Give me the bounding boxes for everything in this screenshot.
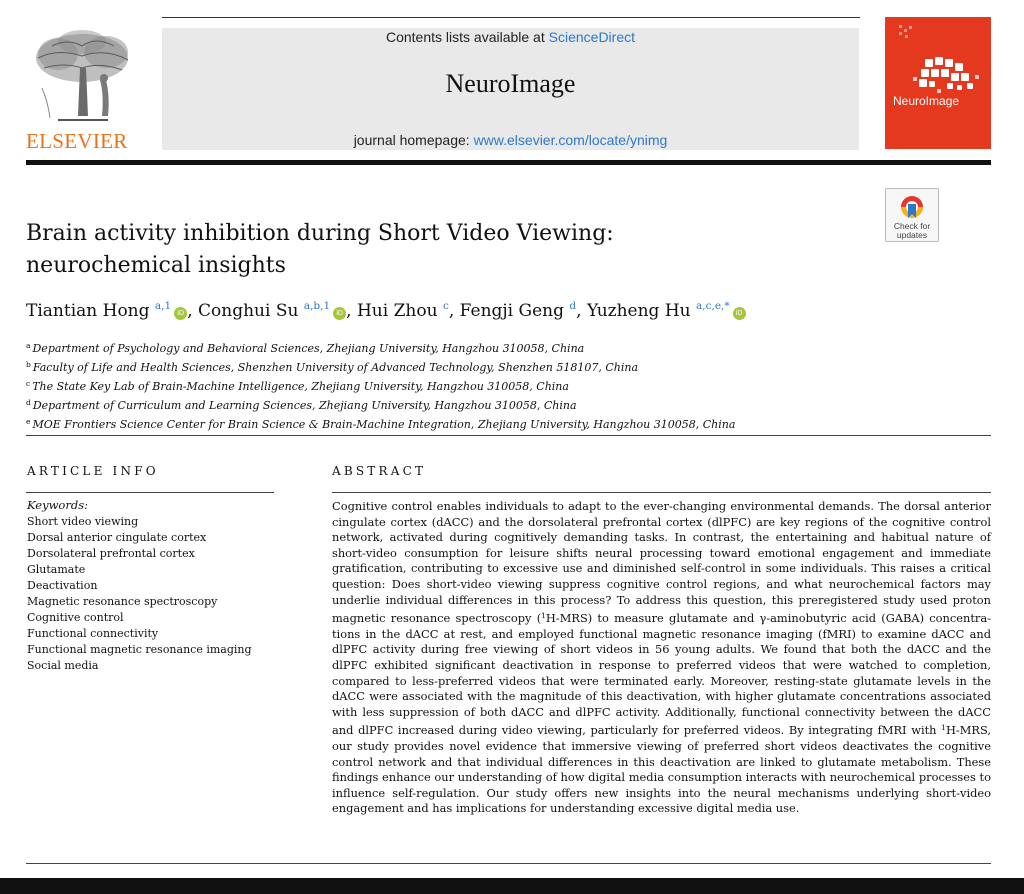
section-divider xyxy=(26,435,991,436)
affiliation-text: MOE Frontiers Science Center for Brain Science & Brain-Machine Integration, Zhejiang University, Hangzhou 310058, China xyxy=(32,418,736,431)
author-name[interactable]: Tiantian Hong xyxy=(26,301,150,321)
footer-rule xyxy=(26,863,991,864)
check-for-updates-label xyxy=(886,222,938,240)
affiliation-text: The State Key Lab of Brain-Machine Intelligence, Zhejiang University, Hangzhou 310058, China xyxy=(32,380,569,393)
affiliation-mark: c xyxy=(26,379,31,388)
author-affiliation-marker[interactable]: a,1 xyxy=(154,300,172,312)
affiliation-mark: e xyxy=(26,417,31,426)
journal-cover-thumbnail[interactable] xyxy=(885,17,991,149)
article-title-line-2: neurochemical insights xyxy=(26,253,286,278)
elsevier-tree-icon xyxy=(28,28,136,126)
sciencedirect-link[interactable]: ScienceDirect xyxy=(548,29,636,45)
journal-homepage-link[interactable]: www.elsevier.com/locate/ynimg xyxy=(473,132,668,148)
check-for-updates-button[interactable] xyxy=(885,188,939,242)
author[interactable] xyxy=(198,301,352,321)
affiliation-text: Department of Curriculum and Learning Sciences, Zhejiang University, Hangzhou 310058, China xyxy=(32,399,577,412)
abstract-rule xyxy=(332,492,991,493)
author-name[interactable]: Fengji Geng xyxy=(459,301,564,321)
check-label-line-1: Check for xyxy=(893,221,931,231)
elsevier-wordmark: ELSEVIER xyxy=(26,129,128,153)
homepage-line xyxy=(162,132,859,148)
author-affiliation-marker[interactable]: c xyxy=(442,300,449,312)
author[interactable] xyxy=(357,301,454,321)
keyword-item: Functional magnetic resonance imaging xyxy=(27,643,252,656)
abstract-part-3: H-MRS, our study provides novel evidence that immersive viewing of preferred short videos deactivates the cognitive control network and that individual differences in this deactivation are linked to glutamate metabolism. These findings enhance our understanding of how digital media consumption interacts with neurochemical processes to influence self-regulation. Our study offers new insights into the neural mechanisms underlying short-video engagement and has implications for understanding excessive digital media use. xyxy=(332,723,991,816)
author-affiliation-marker[interactable]: a,c,e,* xyxy=(696,300,730,312)
contents-prefix: Contents lists available at xyxy=(385,29,545,45)
journal-name: NeuroImage xyxy=(445,69,576,98)
abstract-sup-1: 1 xyxy=(541,611,546,621)
author-separator: , xyxy=(448,301,455,321)
contents-line xyxy=(162,29,859,45)
affiliation-item xyxy=(26,395,926,414)
keyword-item: Functional connectivity xyxy=(27,627,159,640)
keyword-item: Social media xyxy=(27,659,99,672)
author-affiliation-marker[interactable]: d xyxy=(569,300,577,312)
keyword-item: Cognitive control xyxy=(27,611,124,624)
homepage-prefix: journal homepage: xyxy=(353,132,470,148)
author[interactable] xyxy=(26,301,193,321)
abstract-part-2: H-MRS) to measure glutamate and γ-aminobutyric acid (GABA) concentra-tions in the dACC at rest, and employed functional magnetic resonance imaging (fMRI) to examine dACC and dlPFC activity during free viewing of short videos in 56 young adults. We found that both the dACC and the dlPFC exhibited significant deactivation in response to preferred videos that were watched to completion, compared to less-preferred videos that were terminated early. Moreover, resting-state glutamate levels in the dACC were associated with the magnitude of this deactivation, with higher glutamate concentrations associated with less suppression of both dACC and dlPFC activity. Additionally, functional connectivity between the dACC and dlPFC increased during video viewing, particularly for preferred videos. By integrating fMRI with xyxy=(332,611,991,738)
abstract-sup-2: 1 xyxy=(941,723,946,733)
author-separator: , xyxy=(576,301,582,321)
author-separator: , xyxy=(187,301,193,321)
elsevier-logo[interactable] xyxy=(26,28,138,152)
keyword-item: Glutamate xyxy=(27,563,86,576)
header-thick-rule xyxy=(26,160,991,165)
abstract-part-1: Cognitive control enables individuals to adapt to the ever-changing environmental demands. The dorsal anterior cingulate cortex (dACC) and the dorsolateral prefrontal cortex (dlPFC) are key regions of the cognitive control network, activated during cognitively demanding tasks. In contrast, the entertaining and habitual nature of short-video consumption for leisure shifts neural processing toward emotional engagement and immediate gratification, contributing to excessive use and diminished self-control in some individuals. This raises a critical question: Does short-video viewing suppress cognitive control regions, and what neurochemical factors may underlie individual differences in this process? To address this question, this preregistered study used proton magnetic resonance spectroscopy ( xyxy=(332,499,991,626)
keyword-item: Magnetic resonance spectroscopy xyxy=(27,595,218,608)
keyword-list xyxy=(27,514,252,674)
affiliation-text: Department of Psychology and Behavioral Sciences, Zhejiang University, Hangzhou 310058, China xyxy=(32,342,585,355)
header-top-rule xyxy=(162,17,860,18)
abstract-text xyxy=(332,499,991,817)
author-separator: , xyxy=(346,301,352,321)
keyword-item: Short video viewing xyxy=(27,515,139,528)
journal-masthead xyxy=(162,28,859,150)
cover-journal-title: NeuroImage xyxy=(893,94,960,108)
orcid-icon[interactable]: iD xyxy=(174,307,187,320)
affiliation-mark: d xyxy=(26,398,31,407)
article-info-heading: ARTICLE INFO xyxy=(27,464,159,478)
author-name[interactable]: Yuzheng Hu xyxy=(586,301,691,321)
author-name[interactable]: Conghui Su xyxy=(198,301,299,321)
affiliation-mark: b xyxy=(26,360,31,369)
author-list xyxy=(26,300,1006,321)
affiliation-item xyxy=(26,414,926,433)
author[interactable] xyxy=(460,301,582,321)
author-affiliation-marker[interactable]: a,b,1 xyxy=(303,300,331,312)
author-name[interactable]: Hui Zhou xyxy=(356,301,438,321)
check-label-line-2: updates xyxy=(896,230,928,240)
keyword-item: Dorsal anterior cingulate cortex xyxy=(27,531,207,544)
keyword-item: Deactivation xyxy=(27,579,98,592)
orcid-icon[interactable]: iD xyxy=(333,307,346,320)
article-info-rule xyxy=(26,492,274,493)
affiliation-text: Faculty of Life and Health Sciences, Shenzhen University of Advanced Technology, Shenzhen 518107, China xyxy=(32,361,639,374)
keyword-item: Dorsolateral prefrontal cortex xyxy=(27,547,195,560)
author[interactable] xyxy=(587,301,746,321)
article-title xyxy=(26,218,726,282)
viewer-bottom-bar xyxy=(0,878,1024,894)
affiliation-item xyxy=(26,338,926,357)
affiliation-item xyxy=(26,376,926,395)
affiliation-list xyxy=(26,338,926,433)
affiliation-item xyxy=(26,357,926,376)
cover-brain-graphic xyxy=(885,17,991,149)
affiliation-mark: a xyxy=(26,341,31,350)
orcid-icon[interactable]: iD xyxy=(733,307,746,320)
keywords-label: Keywords: xyxy=(27,498,88,512)
article-title-line-1: Brain activity inhibition during Short Video Viewing: xyxy=(26,221,614,246)
abstract-heading: ABSTRACT xyxy=(332,464,427,478)
check-for-updates-icon xyxy=(897,194,927,222)
